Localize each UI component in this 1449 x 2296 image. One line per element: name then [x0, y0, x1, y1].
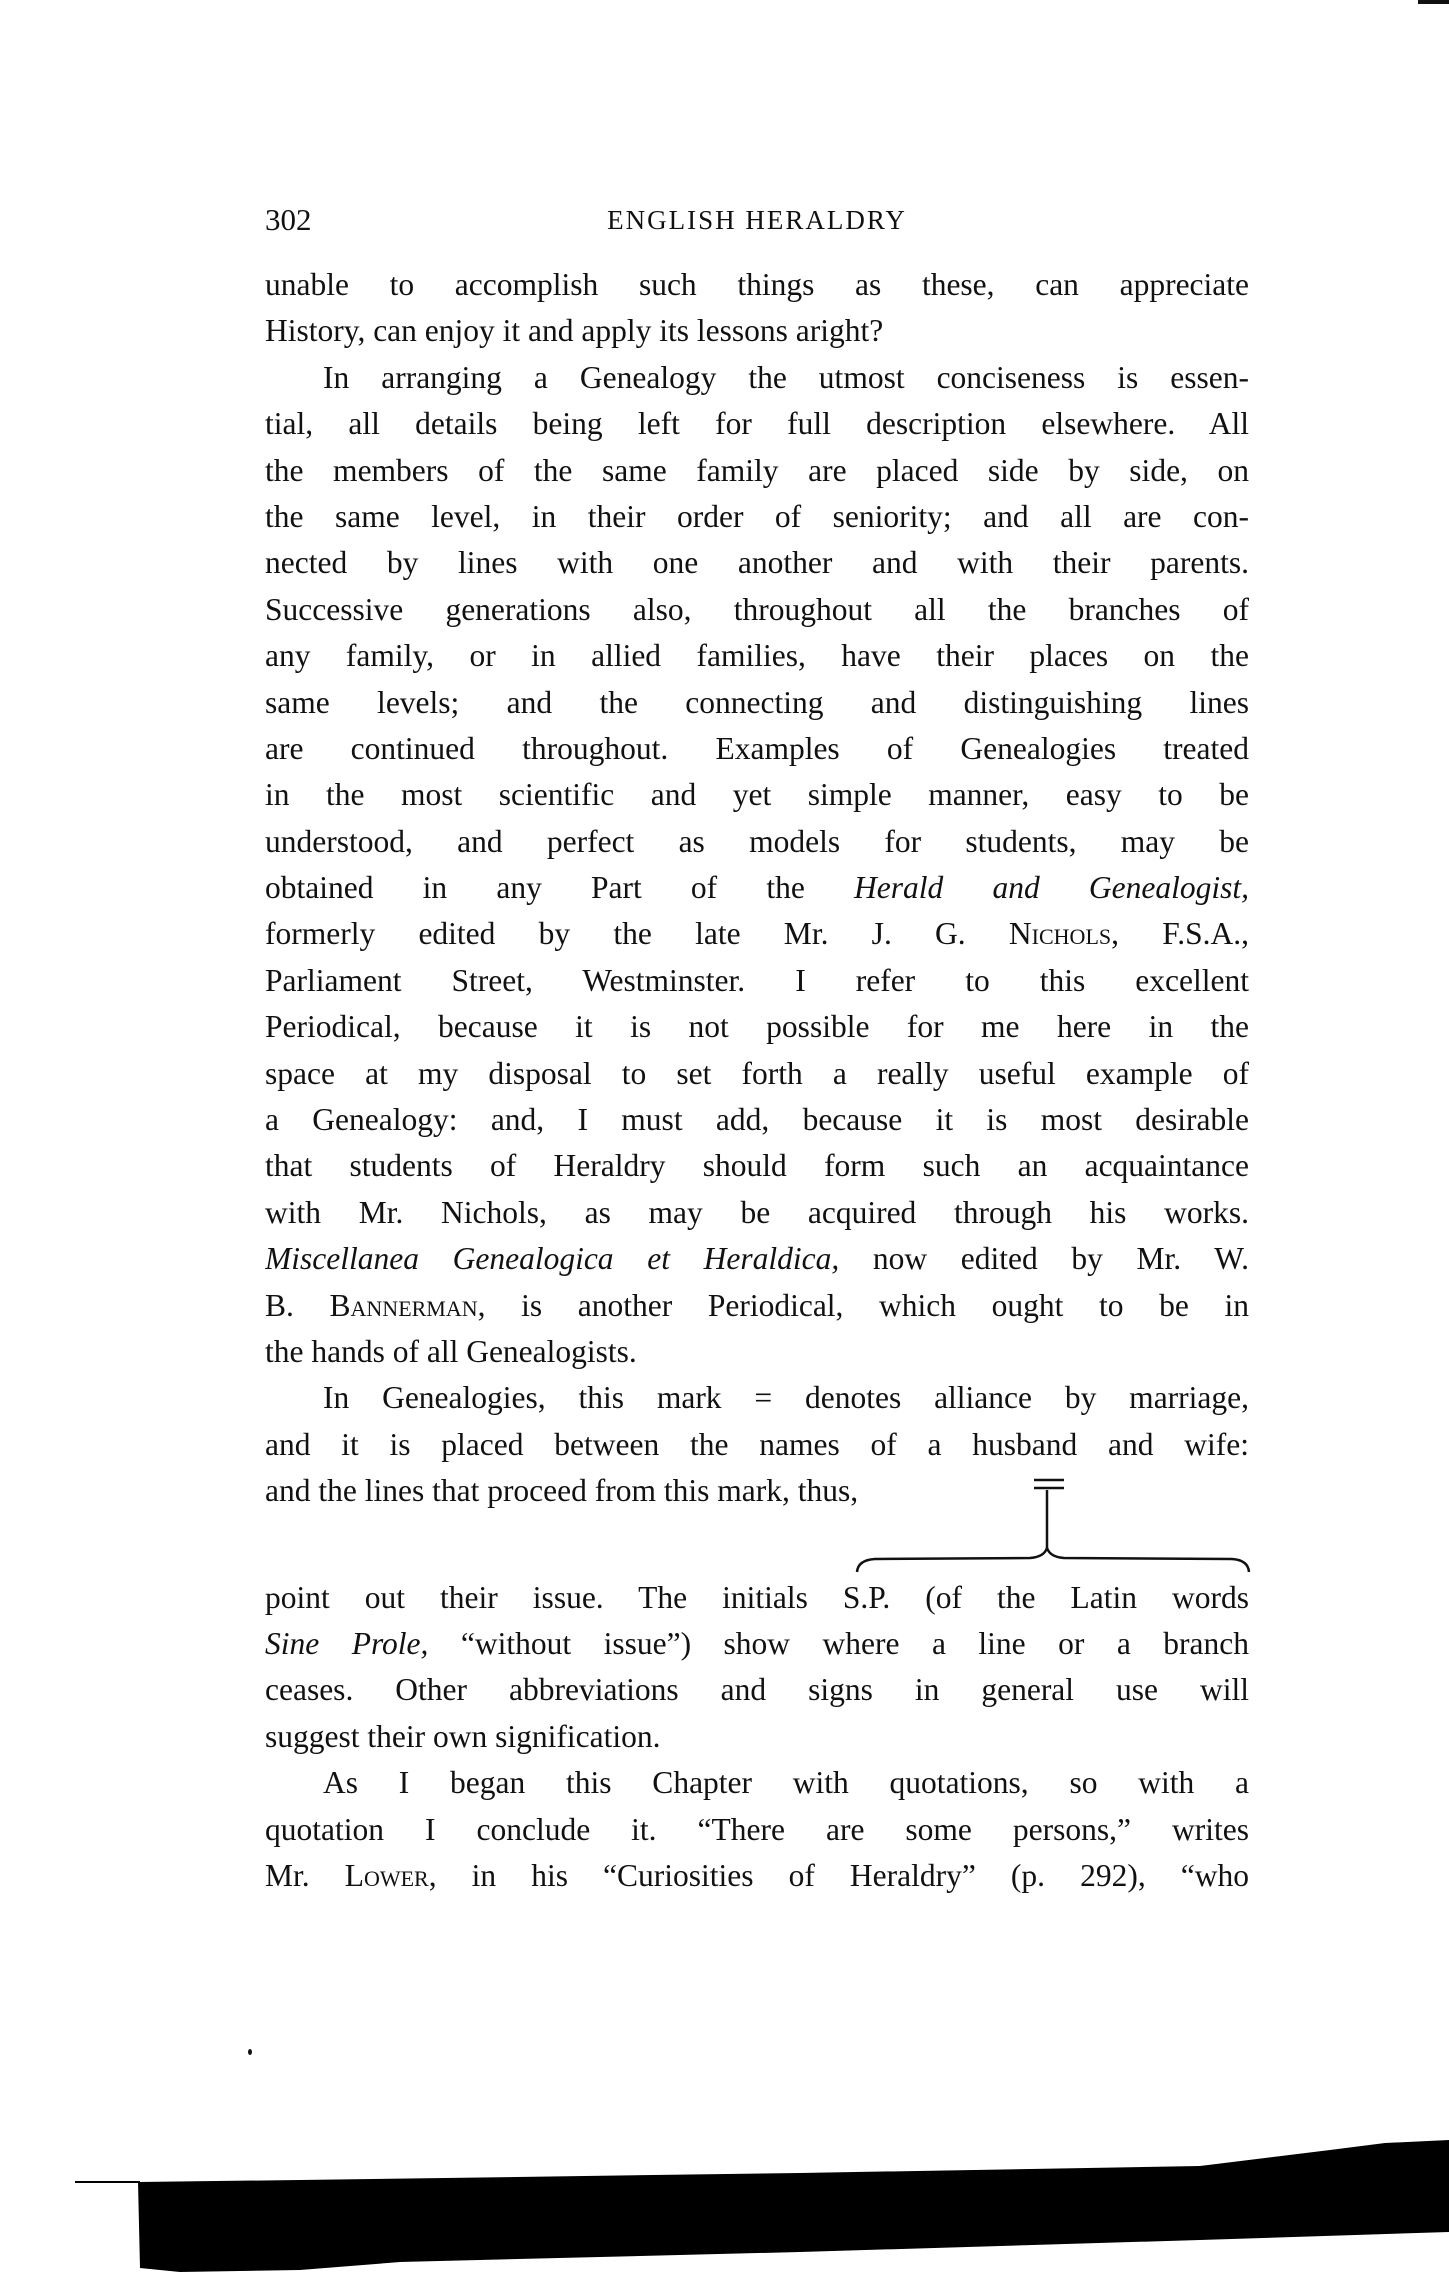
- text-run: and the lines that proceed from this mark, thus,: [265, 1473, 859, 1509]
- small-caps-name: Lower: [344, 1857, 429, 1893]
- text-run: ceases. Other abbreviations and signs in general use will: [265, 1672, 1249, 1708]
- page-number: 302: [265, 202, 312, 237]
- text-run: are continued throughout. Examples of Genealogies treated: [265, 730, 1249, 766]
- text-run: and it is placed between the names of a husband and wife:: [265, 1426, 1249, 1462]
- italic-text: Miscellanea Genealogica et Heraldica,: [265, 1241, 840, 1277]
- italic-text: Herald and Genealogist,: [854, 870, 1249, 906]
- genealogy-marriage-diagram: [857, 1480, 1249, 1572]
- text-run: space at my disposal to set forth a really useful example of: [265, 1055, 1249, 1091]
- text-run: , is another Periodical, which ought to be in: [477, 1287, 1249, 1323]
- text-run: , in his “Curiosities of Heraldry” (p. 292), “who: [428, 1857, 1249, 1893]
- text-run: now edited by Mr. W.: [839, 1241, 1249, 1277]
- text-run: tial, all details being left for full description elsewhere. All: [265, 406, 1249, 442]
- bottom-scan-shadow: [138, 2140, 1449, 2272]
- text-run: suggest their own signification.: [265, 1718, 661, 1754]
- text-run: Mr.: [265, 1857, 345, 1893]
- text-run: , F.S.A.,: [1111, 916, 1249, 952]
- running-title: ENGLISH HERALDRY: [607, 205, 907, 235]
- text-run: that students of Heraldry should form such an acquaintance: [265, 1148, 1249, 1184]
- text-run: As I began this Chapter with quotations, so with a: [323, 1765, 1249, 1801]
- text-run: point out their issue. The initials S.P. (of the Latin words: [265, 1579, 1249, 1615]
- top-edge-mark: [1418, 0, 1449, 4]
- issue-bracket: [857, 1548, 1249, 1572]
- text-run: Successive generations also, throughout all the branches of: [265, 591, 1249, 627]
- text-run: obtained in any Part of the: [265, 870, 855, 906]
- small-caps-name: Bannerman: [329, 1287, 478, 1323]
- text-run: same levels; and the connecting and distinguishing lines: [265, 684, 1249, 720]
- text-run: In Genealogies, this mark = denotes alliance by marriage,: [323, 1380, 1249, 1416]
- text-run: the same level, in their order of seniority; and all are con-: [265, 498, 1249, 534]
- text-run: formerly edited by the late Mr. J. G.: [265, 916, 1009, 952]
- text-run: “without issue”) show where a line or a branch: [428, 1625, 1249, 1661]
- text-run: a Genealogy: and, I must add, because it is most desirable: [265, 1102, 1249, 1138]
- italic-text: Sine Prole,: [265, 1625, 429, 1661]
- text-run: In arranging a Genealogy the utmost conciseness is essen-: [323, 359, 1249, 395]
- text-run: in the most scientific and yet simple manner, easy to be: [265, 777, 1249, 813]
- text-run: unable to accomplish such things as these, can appreciate: [265, 267, 1249, 302]
- ink-speck: [248, 2049, 252, 2055]
- text-run: quotation I conclude it. “There are some persons,” writes: [265, 1811, 1249, 1847]
- text-run: History, can enjoy it and apply its lessons aright?: [265, 313, 884, 349]
- text-run: nected by lines with one another and with their parents.: [265, 545, 1249, 581]
- text-run: B.: [265, 1287, 330, 1323]
- text-run: Periodical, because it is not possible for me here in the: [265, 1009, 1249, 1045]
- text-run: the hands of all Genealogists.: [265, 1333, 637, 1369]
- text-run: understood, and perfect as models for students, may be: [265, 823, 1249, 859]
- text-run: any family, or in allied families, have their places on the: [265, 638, 1249, 674]
- text-run: with Mr. Nichols, as may be acquired through his works.: [265, 1194, 1249, 1230]
- text-run: Parliament Street, Westminster. I refer to this excellent: [265, 962, 1249, 998]
- text-run: the members of the same family are placed side by side, on: [265, 452, 1249, 488]
- small-caps-name: Nichols: [1008, 916, 1112, 952]
